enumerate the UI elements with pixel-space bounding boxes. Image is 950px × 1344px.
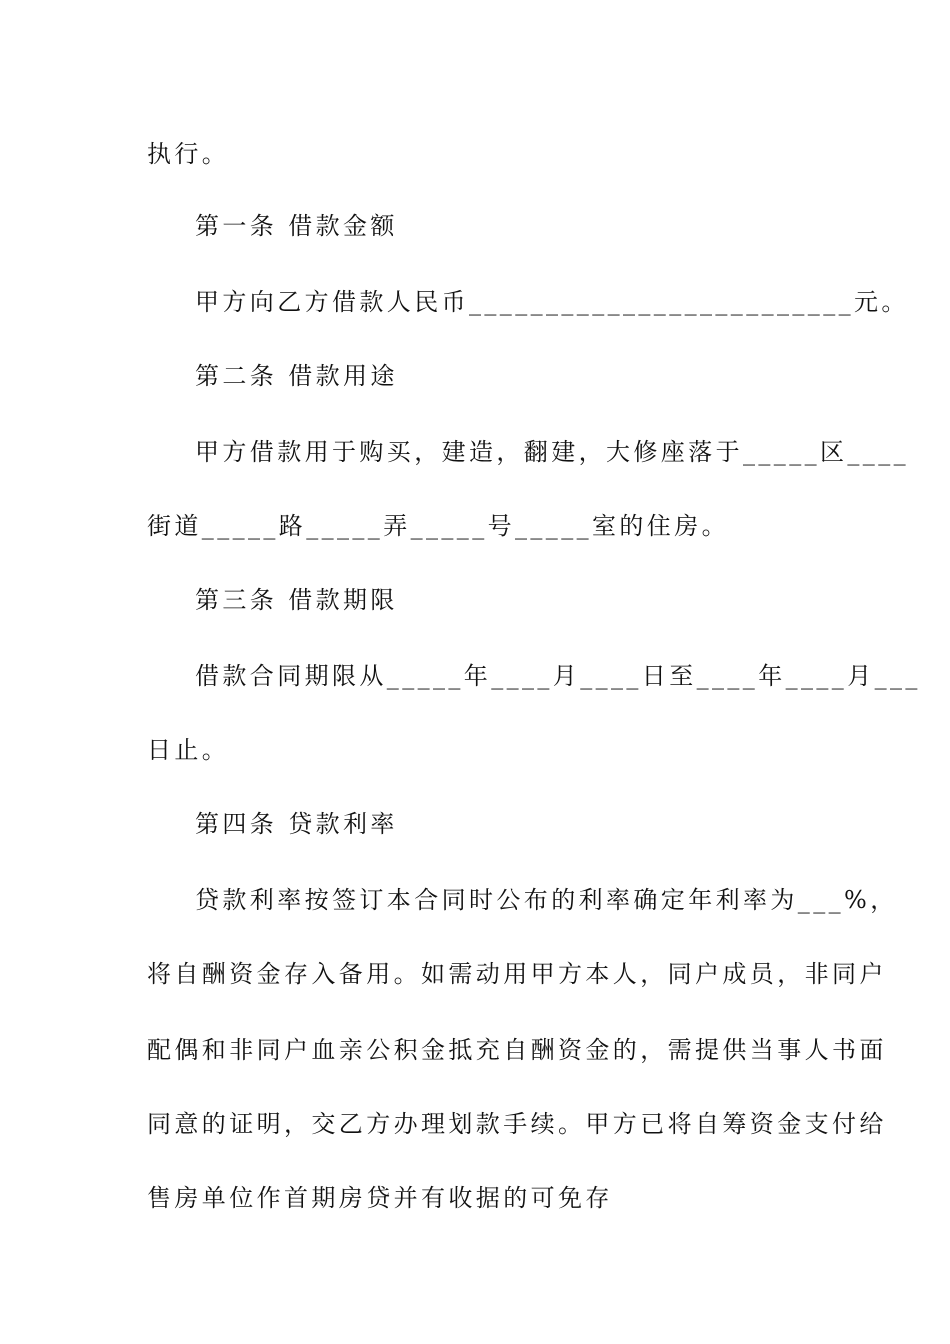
- article-4-body-line-2: 将自酬资金存入备用。如需动用甲方本人，同户成员，非同户: [147, 960, 887, 988]
- article-1-body: 甲方向乙方借款人民币_________________________元。: [195, 288, 909, 316]
- article-4-heading: 第四条 贷款利率: [195, 810, 398, 838]
- paragraph-continuation: 执行。: [147, 140, 230, 168]
- article-3-heading: 第三条 借款期限: [195, 586, 398, 614]
- article-2-body-line-2: 街道_____路_____弄_____号_____室的住房。: [147, 512, 729, 540]
- article-1-heading: 第一条 借款金额: [195, 212, 398, 240]
- article-2-heading: 第二条 借款用途: [195, 362, 398, 390]
- article-4-body-line-4: 同意的证明，交乙方办理划款手续。甲方已将自筹资金支付给: [147, 1110, 887, 1138]
- article-4-body-line-5: 售房单位作首期房贷并有收据的可免存: [147, 1184, 613, 1212]
- article-3-body-line-2: 日止。: [147, 736, 230, 764]
- article-3-body-line-1: 借款合同期限从_____年____月____日至____年____月___: [195, 662, 921, 690]
- article-4-body-line-1: 贷款利率按签订本合同时公布的利率确定年利率为___%，: [195, 886, 898, 914]
- article-4-body-line-3: 配偶和非同户血亲公积金抵充自酬资金的，需提供当事人书面: [147, 1036, 887, 1064]
- article-2-body-line-1: 甲方借款用于购买，建造，翻建，大修座落于_____区____: [195, 438, 909, 466]
